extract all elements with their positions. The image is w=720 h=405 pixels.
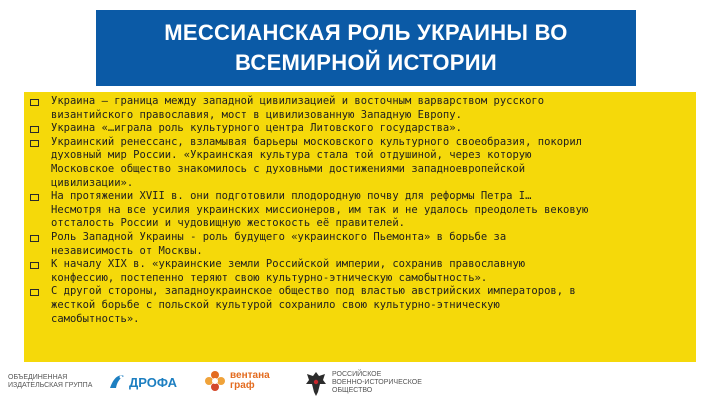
publishing-group-line-1: ОБЪЕДИНЕННАЯ: [8, 374, 68, 381]
square-bullet-icon: [30, 99, 39, 106]
rvio-line-2: ВОЕННО-ИСТОРИЧЕСКОЕ: [332, 379, 422, 386]
title-banner: [96, 10, 636, 86]
square-bullet-icon: [30, 235, 39, 242]
publishing-group-logo: [8, 374, 92, 390]
rvio-line-3: ОБЩЕСТВО: [332, 387, 373, 394]
bullet-text: [51, 258, 525, 285]
ventana-flower-icon: [204, 370, 226, 392]
square-bullet-icon: [30, 262, 39, 269]
bullet-text-line: конфессию, постепенно теряют свою культурно-этническую самобытность».: [51, 271, 488, 284]
bullet-item: [30, 136, 690, 190]
bullet-text-line: Московское общество знакомилось с духовными достижениями западноевропейской: [51, 162, 526, 175]
bullet-text-line: Несмотря на все усилия украинских миссионеров, им так и не удалось преодолеть вековую: [51, 203, 589, 216]
bullet-text-line: цивилизации».: [51, 176, 134, 189]
double-eagle-emblem-icon: [304, 368, 328, 398]
ventana-text-line-2: граф: [230, 380, 255, 391]
drofa-bird-icon: [108, 372, 126, 392]
bullet-text-line: византийского православия, мост в цивилизованную Западную Европу.: [51, 108, 462, 121]
bullet-text-line: самобытность».: [51, 312, 140, 325]
ventana-graf-logo: [204, 370, 270, 392]
bullet-text-line: жесткой борьбе с польской культурой сохранило свою культурно-этническую: [51, 298, 500, 311]
bullet-text-line: На протяжении XVII в. они подготовили плодородную почву для реформы Петра I…: [51, 190, 532, 203]
square-bullet-icon: [30, 289, 39, 296]
title-line-1: МЕССИАНСКАЯ РОЛЬ УКРАИНЫ ВО: [164, 20, 568, 45]
rvio-logo: [304, 368, 422, 398]
bullet-text-line: Украина – граница между западной цивилизацией и восточным варварством русского: [51, 95, 545, 107]
bullet-item: [30, 285, 690, 326]
title-line-2: ВСЕМИРНОЙ ИСТОРИИ: [235, 50, 497, 75]
bullet-item: [30, 190, 690, 231]
footer-logos: [0, 362, 720, 405]
bullet-text-line: К началу XIX в. «украинские земли Российской империи, сохранив православную: [51, 258, 526, 271]
bullet-text-line: Роль Западной Украины - роль будущего «украинского Пьемонта» в борьбе за: [51, 230, 507, 243]
drofa-text: ДРОФА: [129, 374, 178, 390]
square-bullet-icon: [30, 140, 39, 147]
content-panel: [24, 92, 696, 362]
drofa-logo: [108, 372, 177, 392]
publishing-group-line-2: ИЗДАТЕЛЬСКАЯ ГРУППА: [8, 382, 93, 389]
bullet-text-line: независимость от Москвы.: [51, 244, 203, 257]
square-bullet-icon: [30, 194, 39, 201]
bullet-item: [30, 95, 690, 122]
bullet-text-line: С другой стороны, западноукраинское общество под властью австрийских императоров, в: [51, 285, 576, 298]
rvio-line-1: РОССИЙСКОЕ: [332, 371, 382, 378]
bullet-text-line: отсталость России и чудовищную жестокость её правителей.: [51, 217, 406, 230]
bullet-text-line: Украинский ренессанс, взламывая барьеры московского культурного своеобразия, покорил: [51, 135, 583, 148]
bullet-text-line: Украина «…играла роль культурного центра Литовского государства».: [51, 122, 462, 135]
bullet-list: [24, 92, 696, 326]
bullet-text: [51, 122, 462, 136]
bullet-text-line: духовный мир России. «Украинская культура стала той отдушиной, через которую: [51, 149, 532, 162]
bullet-text: [51, 190, 588, 231]
bullet-text: [51, 231, 506, 258]
bullet-item: [30, 258, 690, 285]
square-bullet-icon: [30, 126, 39, 133]
bullet-text: [51, 95, 544, 122]
bullet-text: [51, 136, 582, 190]
ventana-text-line-1: вентана: [230, 370, 270, 381]
bullet-item: [30, 122, 690, 136]
bullet-text: [51, 285, 576, 326]
bullet-item: [30, 231, 690, 258]
